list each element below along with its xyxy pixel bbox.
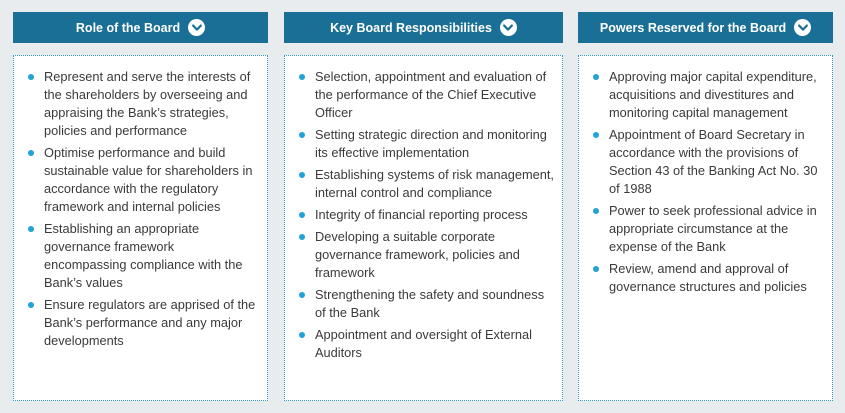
list-item: Integrity of financial reporting process [299, 206, 554, 224]
content-panel-powers-reserved [578, 55, 833, 401]
list-item: Selection, appointment and evaluation of the performance of the Chief Executive Officer [299, 68, 554, 122]
bullet-icon [299, 234, 305, 240]
bullet-icon [299, 132, 305, 138]
list-item: Establishing systems of risk management, internal control and compliance [299, 166, 554, 202]
list-item: Ensure regulators are apprised of the Bank’s performance and any major developments [28, 296, 259, 350]
column-title: Role of the Board [75, 20, 181, 35]
list-item: Developing a suitable corporate governance framework, policies and framework [299, 228, 554, 282]
bullet-icon [28, 150, 34, 156]
list-item: Appointment of Board Secretary in accordance with the provisions of Section 43 of the Banking Act No. 30 of 1988 [593, 126, 824, 198]
list-item: Review, amend and approval of governance structures and policies [593, 260, 824, 296]
list-item: Represent and serve the interests of the shareholders by overseeing and appraising the Bank’s strategies, policies and performance [28, 68, 259, 140]
list-item: Optimise performance and build sustainable value for shareholders in accordance with the regulatory framework and internal policies [28, 144, 259, 216]
content-panel-key-board-responsibilities [284, 55, 563, 401]
list-item: Strengthening the safety and soundness of the Bank [299, 286, 554, 322]
chevron-down-icon[interactable] [188, 19, 205, 36]
column-header-powers-reserved[interactable] [578, 12, 833, 43]
bullet-icon [593, 266, 599, 272]
bullet-icon [28, 302, 34, 308]
bullet-icon [299, 172, 305, 178]
content-panel-role-of-board [13, 55, 268, 401]
bullet-icon [299, 332, 305, 338]
column-header-key-board-responsibilities[interactable] [284, 12, 563, 43]
column-title: Powers Reserved for the Board [599, 20, 787, 35]
column-header-role-of-board[interactable] [13, 12, 268, 43]
bullet-icon [28, 226, 34, 232]
bullet-icon [299, 292, 305, 298]
bullet-icon [593, 132, 599, 138]
bullet-icon [299, 74, 305, 80]
bullet-list [299, 68, 554, 366]
bullet-list [28, 68, 259, 354]
list-item: Appointment and oversight of External Auditors [299, 326, 554, 362]
list-item: Power to seek professional advice in appropriate circumstance at the expense of the Bank [593, 202, 824, 256]
list-item: Approving major capital expenditure, acquisitions and divestitures and monitoring capital management [593, 68, 824, 122]
list-item: Setting strategic direction and monitoring its effective implementation [299, 126, 554, 162]
column-title: Key Board Responsibilities [330, 20, 492, 35]
bullet-icon [593, 74, 599, 80]
bullet-icon [593, 208, 599, 214]
list-item: Establishing an appropriate governance framework encompassing compliance with the Bank’s values [28, 220, 259, 292]
chevron-down-icon[interactable] [500, 19, 517, 36]
chevron-down-icon[interactable] [794, 19, 811, 36]
bullet-icon [28, 74, 34, 80]
bullet-list [593, 68, 824, 300]
bullet-icon [299, 212, 305, 218]
